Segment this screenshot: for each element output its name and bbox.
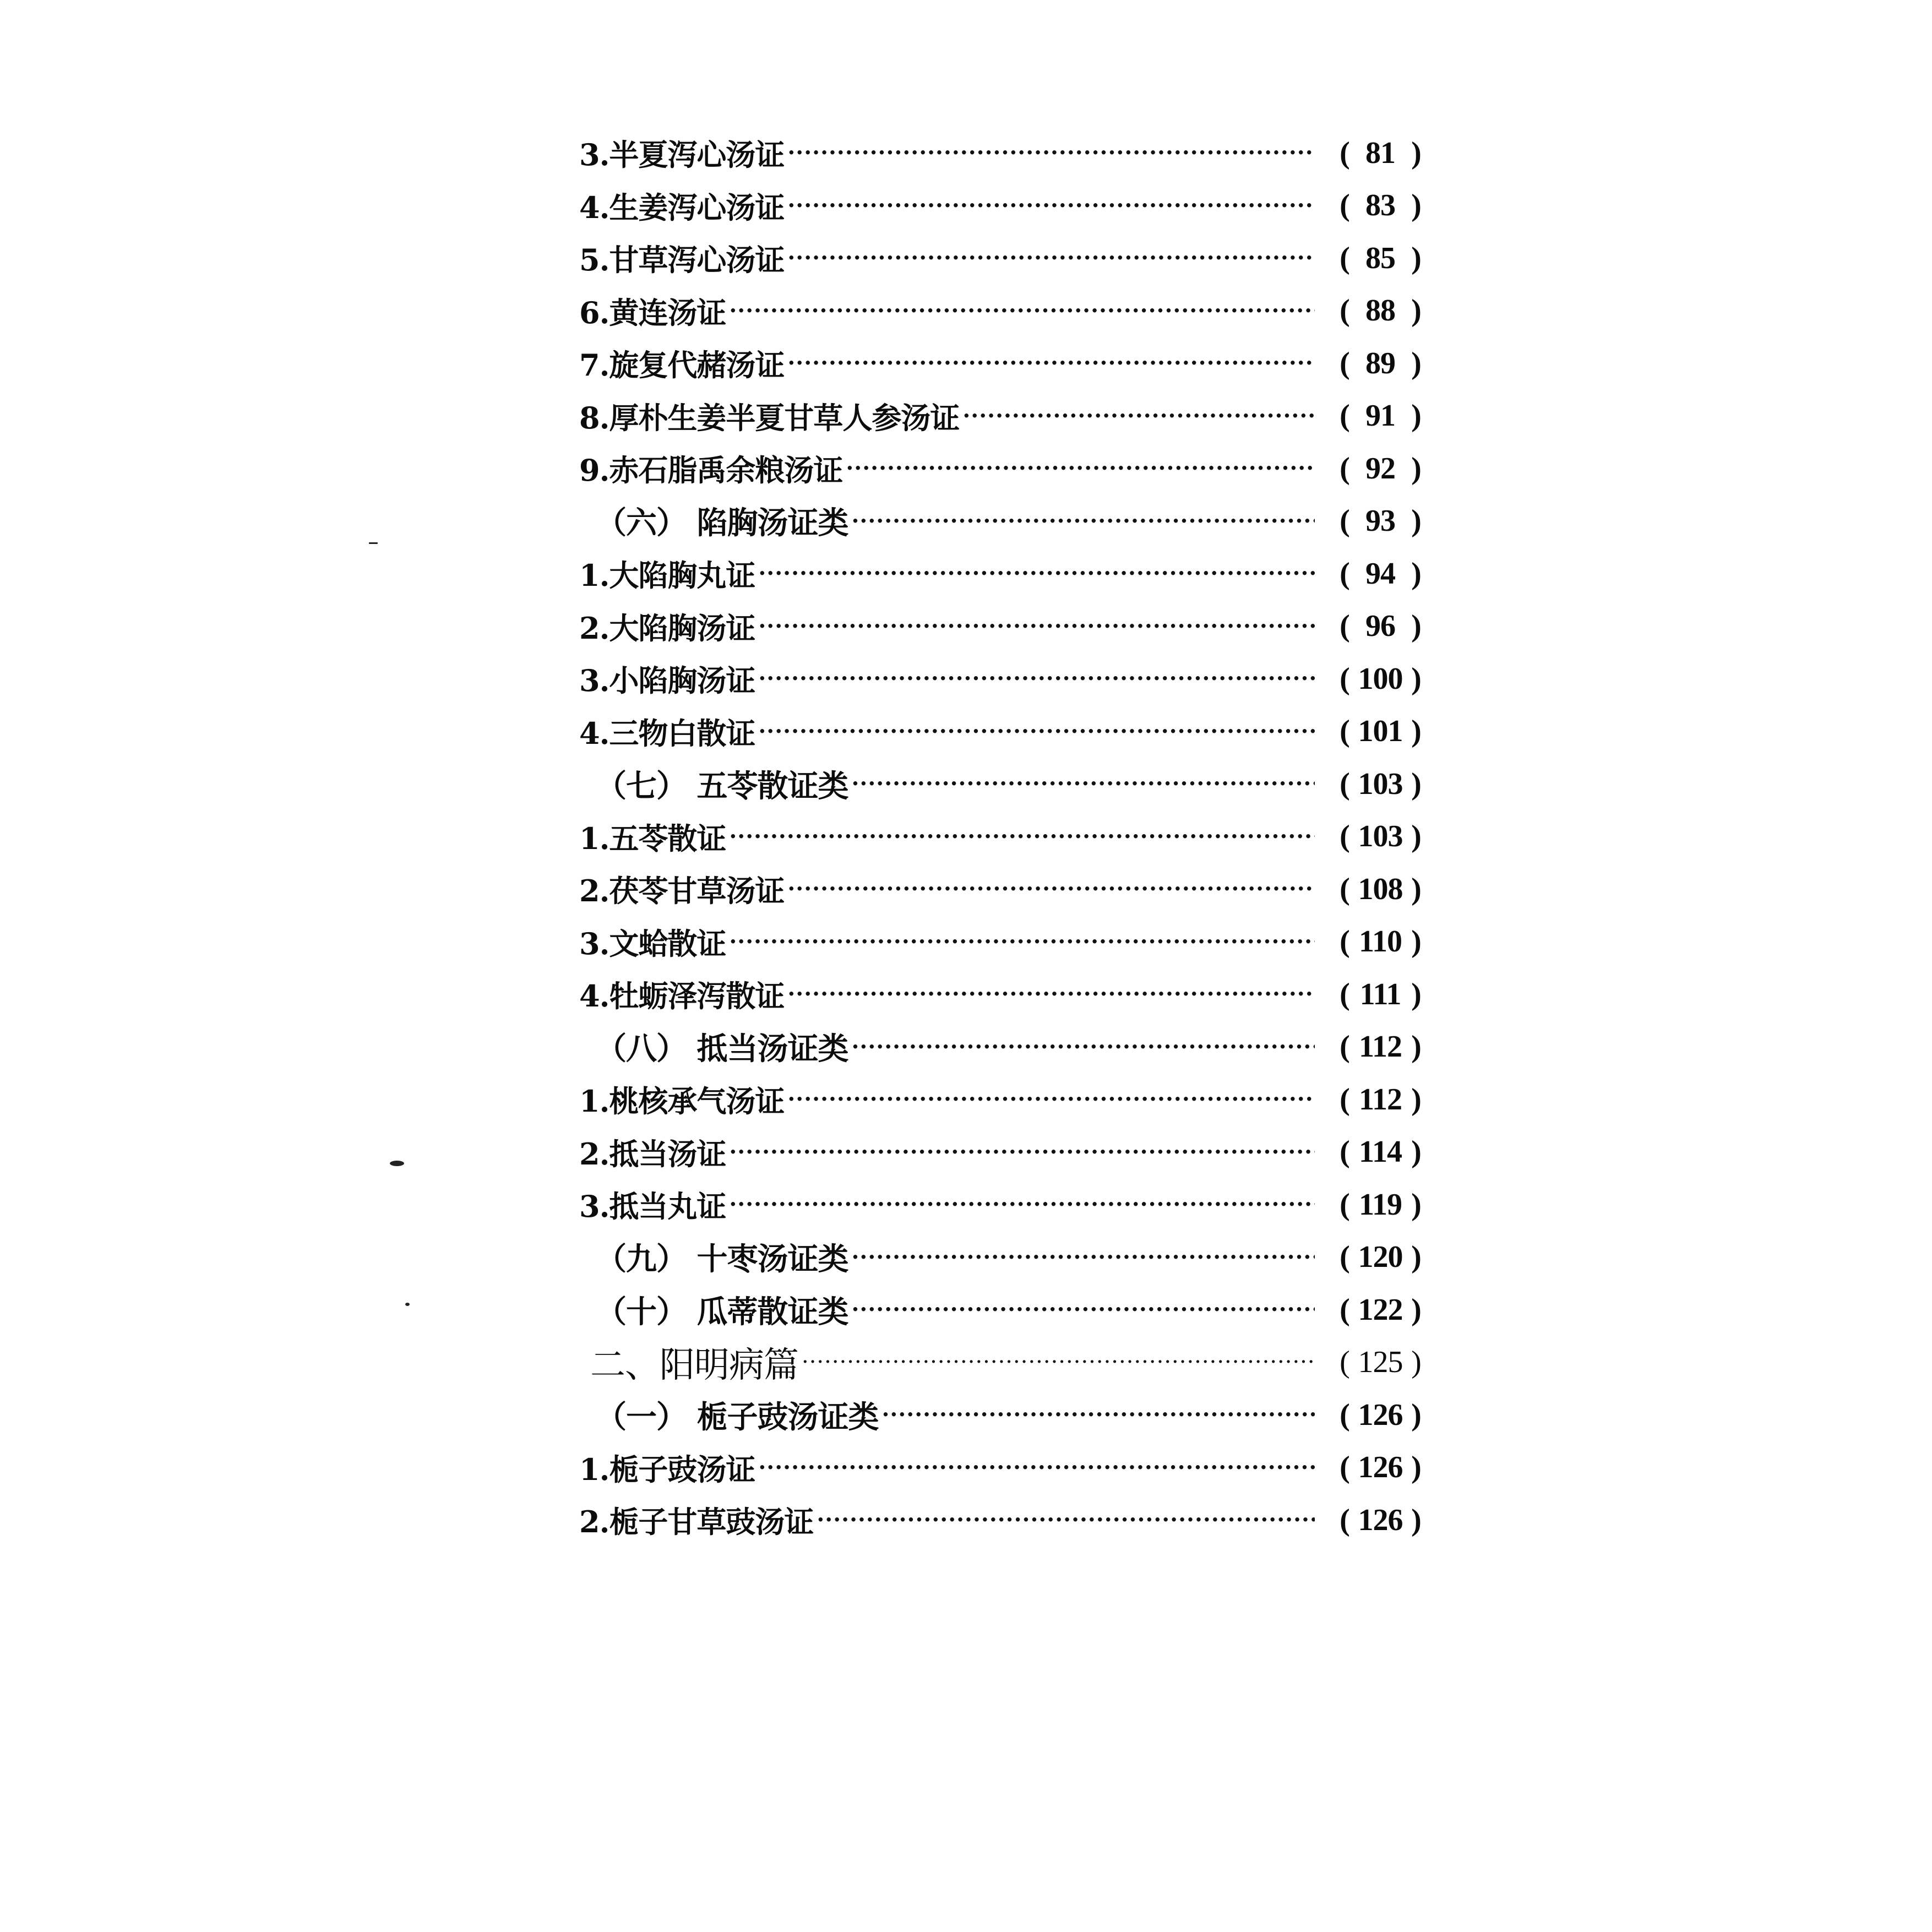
page-ref: ( 94 ) — [1340, 556, 1421, 591]
page-ref: ( 126 ) — [1340, 1397, 1421, 1432]
page-number: 114 — [1359, 1135, 1402, 1169]
page-ref: ( 103 ) — [1340, 766, 1421, 801]
page-ref: ( 96 ) — [1340, 609, 1421, 644]
page-number: 125 — [1358, 1345, 1403, 1380]
toc-section-heading — [579, 1021, 1438, 1074]
entry-title: （一） 栀子豉汤证类 — [596, 1398, 879, 1435]
page-number: 111 — [1359, 977, 1401, 1011]
page-number: 110 — [1359, 924, 1402, 959]
scan-speck — [369, 542, 378, 544]
toc-entry — [579, 285, 1438, 338]
page-ref: ( 101 ) — [1340, 714, 1421, 749]
page-number: 112 — [1359, 1030, 1402, 1064]
page-number: 126 — [1358, 1503, 1403, 1537]
page-ref: ( 103 ) — [1340, 819, 1421, 854]
page-number: 126 — [1358, 1450, 1403, 1485]
entry-title: 4.牡蛎泽泻散证 — [579, 978, 785, 1014]
entry-title: 4.三物白散证 — [579, 715, 755, 751]
toc-entry — [579, 442, 1438, 495]
toc-entry — [579, 1178, 1438, 1231]
page-ref: ( 91 ) — [1340, 399, 1421, 433]
entry-title: 6.黄连汤证 — [579, 295, 726, 330]
dot-leader — [729, 1139, 1315, 1165]
entry-title: （十） 瓜蒂散证类 — [596, 1293, 848, 1330]
toc-entry — [579, 1441, 1438, 1494]
page-ref: ( 81 ) — [1340, 135, 1421, 170]
toc-section-heading — [579, 1283, 1438, 1336]
dot-leader — [852, 771, 1315, 797]
dot-leader — [846, 455, 1315, 481]
scan-speck — [390, 1161, 404, 1166]
toc-entry — [579, 1126, 1438, 1179]
toc-entry — [579, 863, 1438, 916]
entry-title: 2.大陷胸汤证 — [579, 610, 755, 646]
entry-title: 二、阳明病篇 — [590, 1345, 798, 1386]
toc-part-heading — [579, 1336, 1438, 1389]
page-number: 122 — [1358, 1292, 1403, 1327]
page-number: 112 — [1359, 1082, 1402, 1117]
entry-title: 1.五苓散证 — [579, 820, 726, 856]
entry-title: 2.栀子甘草豉汤证 — [579, 1504, 814, 1540]
toc-entry — [579, 179, 1438, 232]
page-number: 89 — [1365, 346, 1395, 380]
toc-entry — [579, 337, 1438, 390]
page-ref: ( 112 ) — [1340, 1030, 1421, 1064]
entry-title: 3.文蛤散证 — [579, 926, 726, 961]
entry-title: （七） 五苓散证类 — [596, 768, 848, 804]
toc-section-heading — [579, 758, 1438, 810]
dot-leader — [729, 1191, 1315, 1217]
table-of-contents — [579, 127, 1438, 1547]
page-ref: ( 112 ) — [1340, 1082, 1421, 1117]
dot-leader — [852, 508, 1315, 534]
entry-title: （八） 抵当汤证类 — [596, 1031, 848, 1068]
page-number: 92 — [1365, 451, 1395, 486]
dot-leader — [787, 981, 1315, 1007]
entry-title: 2.抵当汤证 — [579, 1136, 726, 1172]
page-ref: ( 85 ) — [1340, 241, 1421, 275]
dot-leader — [758, 1455, 1315, 1481]
page-ref: ( 92 ) — [1340, 451, 1421, 486]
page-number: 96 — [1365, 609, 1395, 644]
dot-leader — [758, 613, 1315, 639]
toc-entry — [579, 600, 1438, 653]
page-number: 88 — [1365, 293, 1395, 328]
dot-leader — [787, 876, 1315, 902]
entry-title: 3.半夏泻心汤证 — [579, 137, 785, 173]
entry-title: 2.茯苓甘草汤证 — [579, 873, 785, 909]
entry-title: （六） 陷胸汤证类 — [596, 505, 848, 542]
page-number: 103 — [1358, 766, 1403, 801]
entry-title: 1.大陷胸丸证 — [579, 558, 755, 594]
dot-leader — [787, 193, 1315, 219]
page-ref: ( 100 ) — [1340, 661, 1421, 696]
dot-leader — [729, 824, 1315, 850]
toc-section-heading — [579, 1231, 1438, 1284]
toc-entry — [579, 652, 1438, 705]
toc-entry — [579, 390, 1438, 443]
dot-leader — [729, 298, 1315, 324]
entry-title: 3.抵当丸证 — [579, 1189, 726, 1224]
dot-leader — [962, 403, 1315, 429]
page-ref: ( 88 ) — [1340, 293, 1421, 328]
page-ref: ( 110 ) — [1340, 924, 1421, 959]
dot-leader — [787, 1086, 1315, 1112]
entry-title: 1.栀子豉汤证 — [579, 1451, 755, 1487]
entry-title: 5.甘草泻心汤证 — [579, 242, 785, 278]
entry-title: 8.厚朴生姜半夏甘草人参汤证 — [579, 400, 960, 436]
page-number: 100 — [1358, 661, 1403, 696]
page-ref: ( 89 ) — [1340, 346, 1421, 380]
page-ref: ( 119 ) — [1340, 1187, 1421, 1222]
toc-entry — [579, 127, 1438, 179]
toc-section-heading — [579, 495, 1438, 548]
page-ref: ( 111 ) — [1340, 977, 1421, 1011]
entry-title: 1.桃核承气汤证 — [579, 1084, 785, 1119]
dot-leader — [758, 666, 1315, 692]
scan-speck — [405, 1303, 410, 1306]
page-ref: ( 114 ) — [1340, 1135, 1421, 1169]
toc-entry — [579, 547, 1438, 600]
page-number: 126 — [1358, 1397, 1403, 1432]
toc-entry — [579, 705, 1438, 758]
page-number: 120 — [1358, 1240, 1403, 1275]
dot-leader — [882, 1402, 1315, 1428]
page-number: 81 — [1365, 135, 1395, 170]
page-number: 101 — [1358, 714, 1403, 749]
page-number: 85 — [1365, 241, 1395, 275]
entry-title: （九） 十枣汤证类 — [596, 1241, 848, 1278]
toc-entry — [579, 232, 1438, 285]
dot-leader — [852, 1297, 1315, 1323]
dot-leader — [729, 929, 1315, 955]
dot-leader — [852, 1034, 1315, 1060]
toc-section-heading — [579, 1389, 1438, 1441]
page-ref: ( 126 ) — [1340, 1503, 1421, 1537]
page-number: 83 — [1365, 188, 1395, 223]
page-number: 94 — [1365, 556, 1395, 591]
toc-entry — [579, 1073, 1438, 1126]
dot-leader — [817, 1507, 1315, 1533]
page-number: 91 — [1365, 399, 1395, 433]
dot-leader — [758, 560, 1315, 586]
dot-leader — [787, 350, 1315, 376]
page-ref: ( 108 ) — [1340, 872, 1421, 906]
page-ref: ( 93 ) — [1340, 504, 1421, 538]
dot-leader — [787, 140, 1315, 166]
dot-leader — [852, 1244, 1315, 1270]
dot-leader — [758, 719, 1315, 744]
page-number: 103 — [1358, 819, 1403, 854]
page-number: 119 — [1359, 1187, 1402, 1222]
page-ref: ( 120 ) — [1340, 1240, 1421, 1275]
toc-entry — [579, 1494, 1438, 1547]
toc-entry — [579, 916, 1438, 968]
toc-entry — [579, 968, 1438, 1021]
page-ref: ( 125 ) — [1340, 1345, 1421, 1380]
entry-title: 4.生姜泻心汤证 — [579, 189, 785, 225]
entry-title: 7.旋复代赭汤证 — [579, 347, 785, 383]
dot-leader — [802, 1349, 1315, 1375]
page-ref: ( 122 ) — [1340, 1292, 1421, 1327]
page-ref: ( 83 ) — [1340, 188, 1421, 223]
toc-entry — [579, 810, 1438, 863]
dot-leader — [787, 245, 1315, 271]
page-number: 108 — [1358, 872, 1403, 906]
entry-title: 9.赤石脂禹余粮汤证 — [579, 453, 843, 488]
page-ref: ( 126 ) — [1340, 1450, 1421, 1485]
entry-title: 3.小陷胸汤证 — [579, 663, 755, 699]
page-number: 93 — [1365, 504, 1395, 538]
